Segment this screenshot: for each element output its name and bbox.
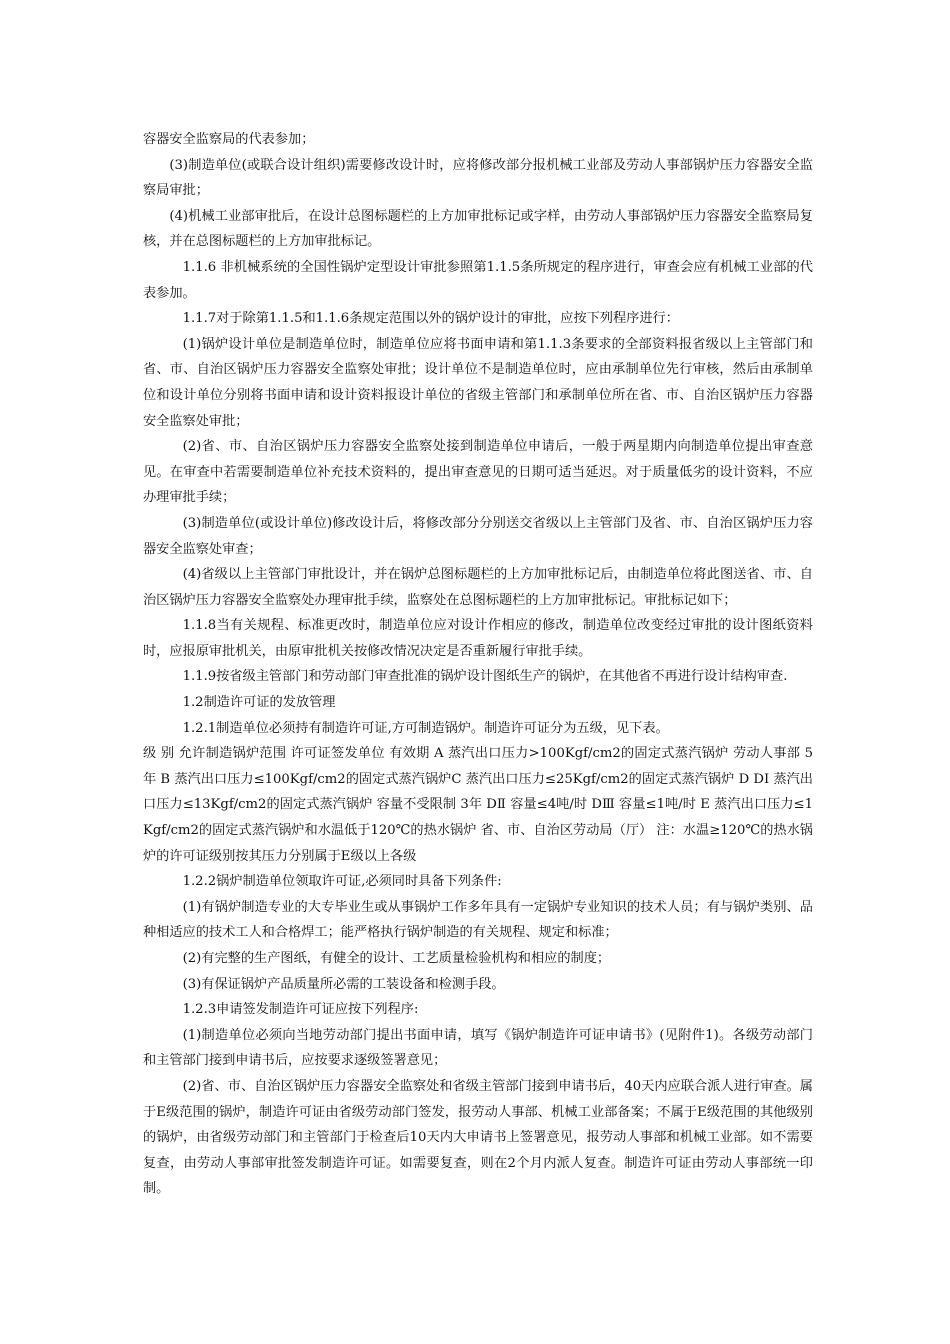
paragraph: (1)有锅炉制造专业的大专毕业生或从事锅炉工作多年具有一定锅炉专业知识的技术人员；有与锅炉类别、品种相适应的技术工人和合格焊工；能严格执行锅炉制造的有关规程、规定和标准； (143, 899, 813, 941)
document-body (143, 127, 813, 1202)
paragraph: 1.2.2锅炉制造单位领取许可证,必须同时具备下列条件: (182, 874, 502, 890)
paragraph: 容器安全监察局的代表参加； (143, 132, 315, 147)
paragraph: (3)制造单位(或设计单位)修改设计后，将修改部分分别送交省级以上主管部门及省、市、自治区锅炉压力容器安全监察处审查； (143, 515, 813, 557)
paragraph: 1.2.1制造单位必须持有制造许可证,方可制造锅炉。制造许可证分为五级，见下表。 (182, 720, 669, 736)
paragraph: 1.1.9按省级主管部门和劳动部门审查批准的锅炉设计图纸生产的锅炉，在其他省不再进行设计结构审查. (182, 669, 788, 685)
paragraph: (3)有保证锅炉产品质量所必需的工装设备和检测手段。 (182, 976, 505, 992)
paragraph: (2)有完整的生产图纸，有健全的设计、工艺质量检验机构和相应的制度； (182, 951, 611, 966)
paragraph: 1.2.3申请签发制造许可证应按下列程序: (182, 1002, 419, 1018)
paragraph: 1.1.8当有关规程、标准更改时，制造单位应对设计作相应的修改，制造单位改变经过审批的设计图纸资料时，应报原审批机关，由原审批机关按修改情况决定是否重新履行审批手续。 (143, 618, 813, 659)
paragraph: (2)省、市、自治区锅炉压力容器安全监察处接到制造单位申请后，一般于两星期内向制造单位提出审查意见。在审查中若需要制造单位补充技术资料的，提出审查意见的日期可适当延迟。对于质量低劣的设计资料，不应办理审批手续； (143, 439, 813, 506)
paragraph: (1)制造单位必须向当地劳动部门提出书面申请，填写《锅炉制造许可证申请书》(见附件1)。各级劳动部门和主管部门接到申请书后，应按要求逐级签署意见； (143, 1027, 813, 1069)
paragraph: (3)制造单位(或联合设计组织)需要修改设计时，应将修改部分报机械工业部及劳动人事部锅炉压力容器安全监察局审批； (143, 157, 813, 199)
paragraph: (2)省、市、自治区锅炉压力容器安全监察处和省级主管部门接到申请书后，40天内应联合派人进行审查。属于E级范围的锅炉，制造许可证由省级劳动部门签发，报劳动人事部、机械工业部备案；不属于E级范围的其他级别的锅炉，由省级劳动部门和主管部门于检查后10天内大申请书上签署意见，报劳动人事部和机械工业部。如不需要复查，由劳动人事部审批签发制造许可证。如需要复查，则在2个月内派人复查。制造许可证由劳动人事部统一印制。 (143, 1078, 813, 1197)
section-heading: 1.2制造许可证的发放管理 (182, 695, 336, 711)
paragraph: 1.1.7对于除第1.1.5和1.1.6条规定范围以外的锅炉设计的审批，应按下列程序进行： (182, 311, 679, 327)
license-table-text: 级 别 允许制造锅炉范围 许可证签发单位 有效期 A 蒸汽出口压力>100Kgf/cm2的固定式蒸汽锅炉 劳动人事部 5年 B 蒸汽出口压力≤100Kgf/cm2的固定式蒸汽锅炉C 蒸汽出口压力≤25Kgf/cm2的固定式蒸汽锅炉 D DⅠ 蒸汽出口压力≤13Kgf/cm2的固定式蒸汽锅炉 容量不受限制 3年 DⅡ 容量≤4吨/时 DⅢ 容量≤1吨/时 E 蒸汽出口压力≤1Kgf/cm2的固定式蒸汽锅炉和水温低于120℃的热水锅炉 省、市、自治区劳动局（厅） 注：水温≥120℃的热水锅炉的许可证级别按其压力分别属于E级以上各级 (143, 746, 813, 864)
paragraph: (4)省级以上主管部门审批设计，并在锅炉总图标题栏的上方加审批标记后，由制造单位将此图送省、市、自治区锅炉压力容器安全监察处办理审批手续，监察处在总图标题栏的上方加审批标记。审批标记如下； (143, 567, 813, 608)
paragraph: (4)机械工业部审批后，在设计总图标题栏的上方加审批标记或字样，由劳动人事部锅炉压力容器安全监察局复核，并在总图标题栏的上方加审批标记。 (143, 208, 813, 250)
paragraph: 1.1.6 非机械系统的全国性锅炉定型设计审批参照第1.1.5条所规定的程序进行，审查会应有机械工业部的代表参加。 (143, 259, 813, 301)
paragraph: (1)锅炉设计单位是制造单位时，制造单位应将书面申请和第1.1.3条要求的全部资料报省级以上主管部门和省、市、自治区锅炉压力容器安全监察处审批；设计单位不是制造单位时，应由承制单位先行审核，然后由承制单位和设计单位分别将书面申请和设计资料报设计单位的省级主管部门和承制单位所在省、市、自治区锅炉压力容器安全监察处审批； (143, 336, 813, 429)
